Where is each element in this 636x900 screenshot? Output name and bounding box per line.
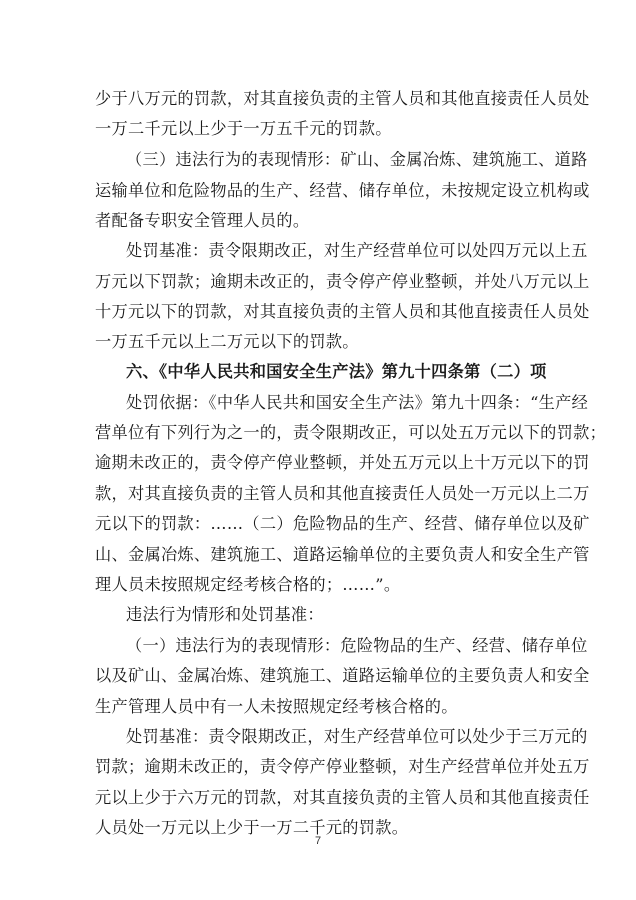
text-line: 罚款；逾期未改正的，责令停产停业整顿，对生产经营单位并处五万 bbox=[95, 757, 590, 776]
text-line: 一万二千元以上少于一万五千元的罚款。 bbox=[95, 119, 392, 138]
text-line: 一万五千元以上二万元以下的罚款。 bbox=[95, 332, 359, 351]
text-line: 者配备专职安全管理人员的。 bbox=[95, 211, 310, 230]
text-line: 以及矿山、金属冶炼、建筑施工、道路运输单位的主要负责人和安全 bbox=[95, 666, 590, 685]
section-one-item: （一）违法行为的表现情形：危险物品的生产、经营、储存单位 bbox=[126, 636, 588, 655]
text-line: 十万元以下的罚款，对其直接负责的主管人员和其他直接责任人员处 bbox=[95, 302, 590, 321]
text-line: 营单位有下列行为之一的，责令限期改正，可以处五万元以下的罚款； bbox=[95, 423, 607, 442]
page-number: 7 bbox=[314, 835, 322, 847]
penalty-basis-paragraph: 处罚依据：《中华人民共和国安全生产法》第九十四条：“生产经 bbox=[126, 393, 589, 412]
text-line: 万元以下罚款；逾期未改正的，责令停产停业整顿，并处八万元以上 bbox=[95, 272, 590, 291]
subheading: 违法行为情形和处罚基准： bbox=[126, 605, 324, 624]
section-three-item: （三）违法行为的表现情形：矿山、金属冶炼、建筑施工、道路 bbox=[126, 150, 588, 169]
text-line: 山、金属冶炼、建筑施工、道路运输单位的主要负责人和安全生产管 bbox=[95, 545, 590, 564]
penalty-standard-paragraph: 处罚基准：责令限期改正，对生产经营单位可以处四万元以上五 bbox=[126, 241, 588, 260]
penalty-standard-paragraph: 处罚基准：责令限期改正，对生产经营单位可以处少于三万元的 bbox=[126, 727, 588, 746]
text-line: 元以上少于六万元的罚款，对其直接负责的主管人员和其他直接责任 bbox=[95, 788, 590, 807]
text-line: 人员处一万元以上少于一万二千元的罚款。 bbox=[95, 818, 409, 837]
section-heading: 六、《中华人民共和国安全生产法》第九十四条第（二）项 bbox=[126, 362, 547, 381]
text-line: 理人员未按照规定经考核合格的；……”。 bbox=[95, 575, 401, 594]
text-line: 运输单位和危险物品的生产、经营、储存单位，未按规定设立机构或 bbox=[95, 181, 590, 200]
text-line: 少于八万元的罚款，对其直接负责的主管人员和其他直接责任人员处 bbox=[95, 89, 590, 108]
text-line: 元以下的罚款：……（二）危险物品的生产、经营、储存单位以及矿 bbox=[95, 514, 590, 533]
text-line: 款，对其直接负责的主管人员和其他直接责任人员处一万元以上二万 bbox=[95, 484, 590, 503]
text-line: 生产管理人员中有一人未按照规定经考核合格的。 bbox=[95, 697, 458, 716]
text-line: 逾期未改正的，责令停产停业整顿，并处五万元以上十万元以下的罚 bbox=[95, 453, 590, 472]
